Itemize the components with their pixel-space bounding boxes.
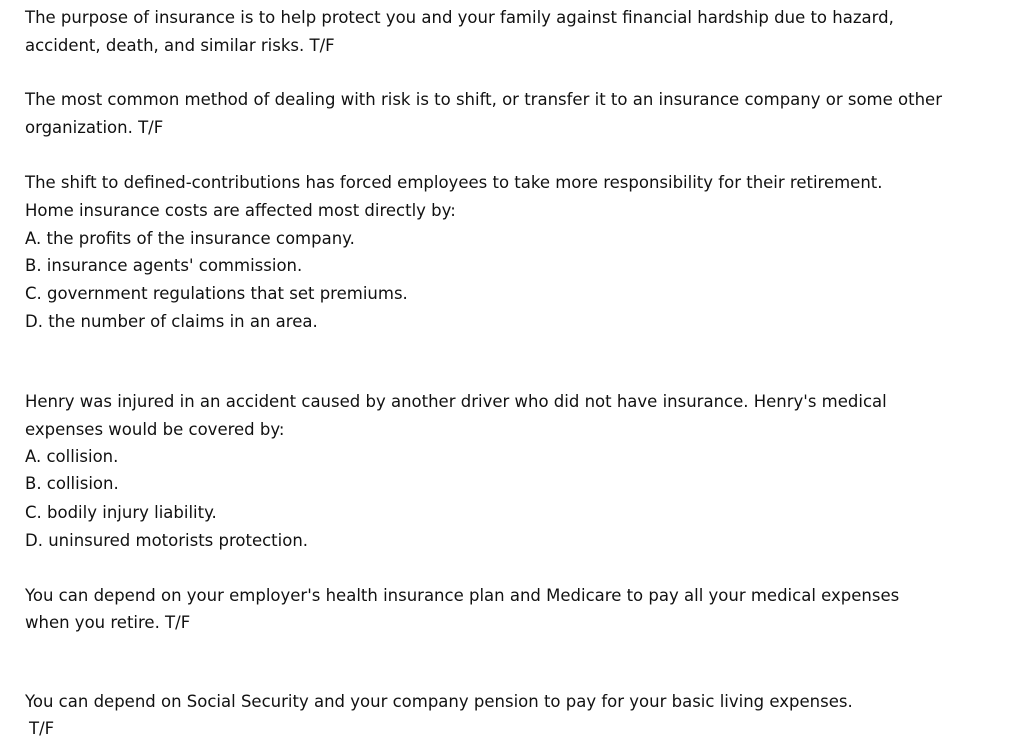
q4-option-d: D. uninsured motorists protection. [25,531,309,550]
q3-line-1: The shift to defined-contributions has forced employees to take more responsibility for their retirement. [25,173,883,192]
q3-option-c: C. government regulations that set premiums. [25,284,408,303]
q2-line-2: organization. T/F [25,118,164,137]
q5-line-2: when you retire. T/F [25,613,191,632]
q6-line-2: T/F [29,719,55,738]
q6-line-1: You can depend on Social Security and your company pension to pay for your basic living expenses. [25,692,853,711]
q3-option-b: B. insurance agents' commission. [25,256,303,275]
q3-option-d: D. the number of claims in an area. [25,312,318,331]
q5-line-1: You can depend on your employer's health insurance plan and Medicare to pay all your medical expenses [25,586,900,605]
q4-line-1: Henry was injured in an accident caused by another driver who did not have insurance. Henry's medical [25,392,887,411]
q2-line-1: The most common method of dealing with risk is to shift, or transfer it to an insurance company or some other [25,90,942,109]
q3-line-2: Home insurance costs are affected most directly by: [25,201,456,220]
q4-option-a: A. collision. [25,447,119,466]
q1-line-2: accident, death, and similar risks. T/F [25,36,335,55]
q3-option-a: A. the profits of the insurance company. [25,229,355,248]
q4-option-b: B. collision. [25,474,119,493]
q4-option-c: C. bodily injury liability. [25,503,217,522]
q1-line-1: The purpose of insurance is to help protect you and your family against financial hardship due to hazard, [25,8,894,27]
q4-line-2: expenses would be covered by: [25,420,285,439]
